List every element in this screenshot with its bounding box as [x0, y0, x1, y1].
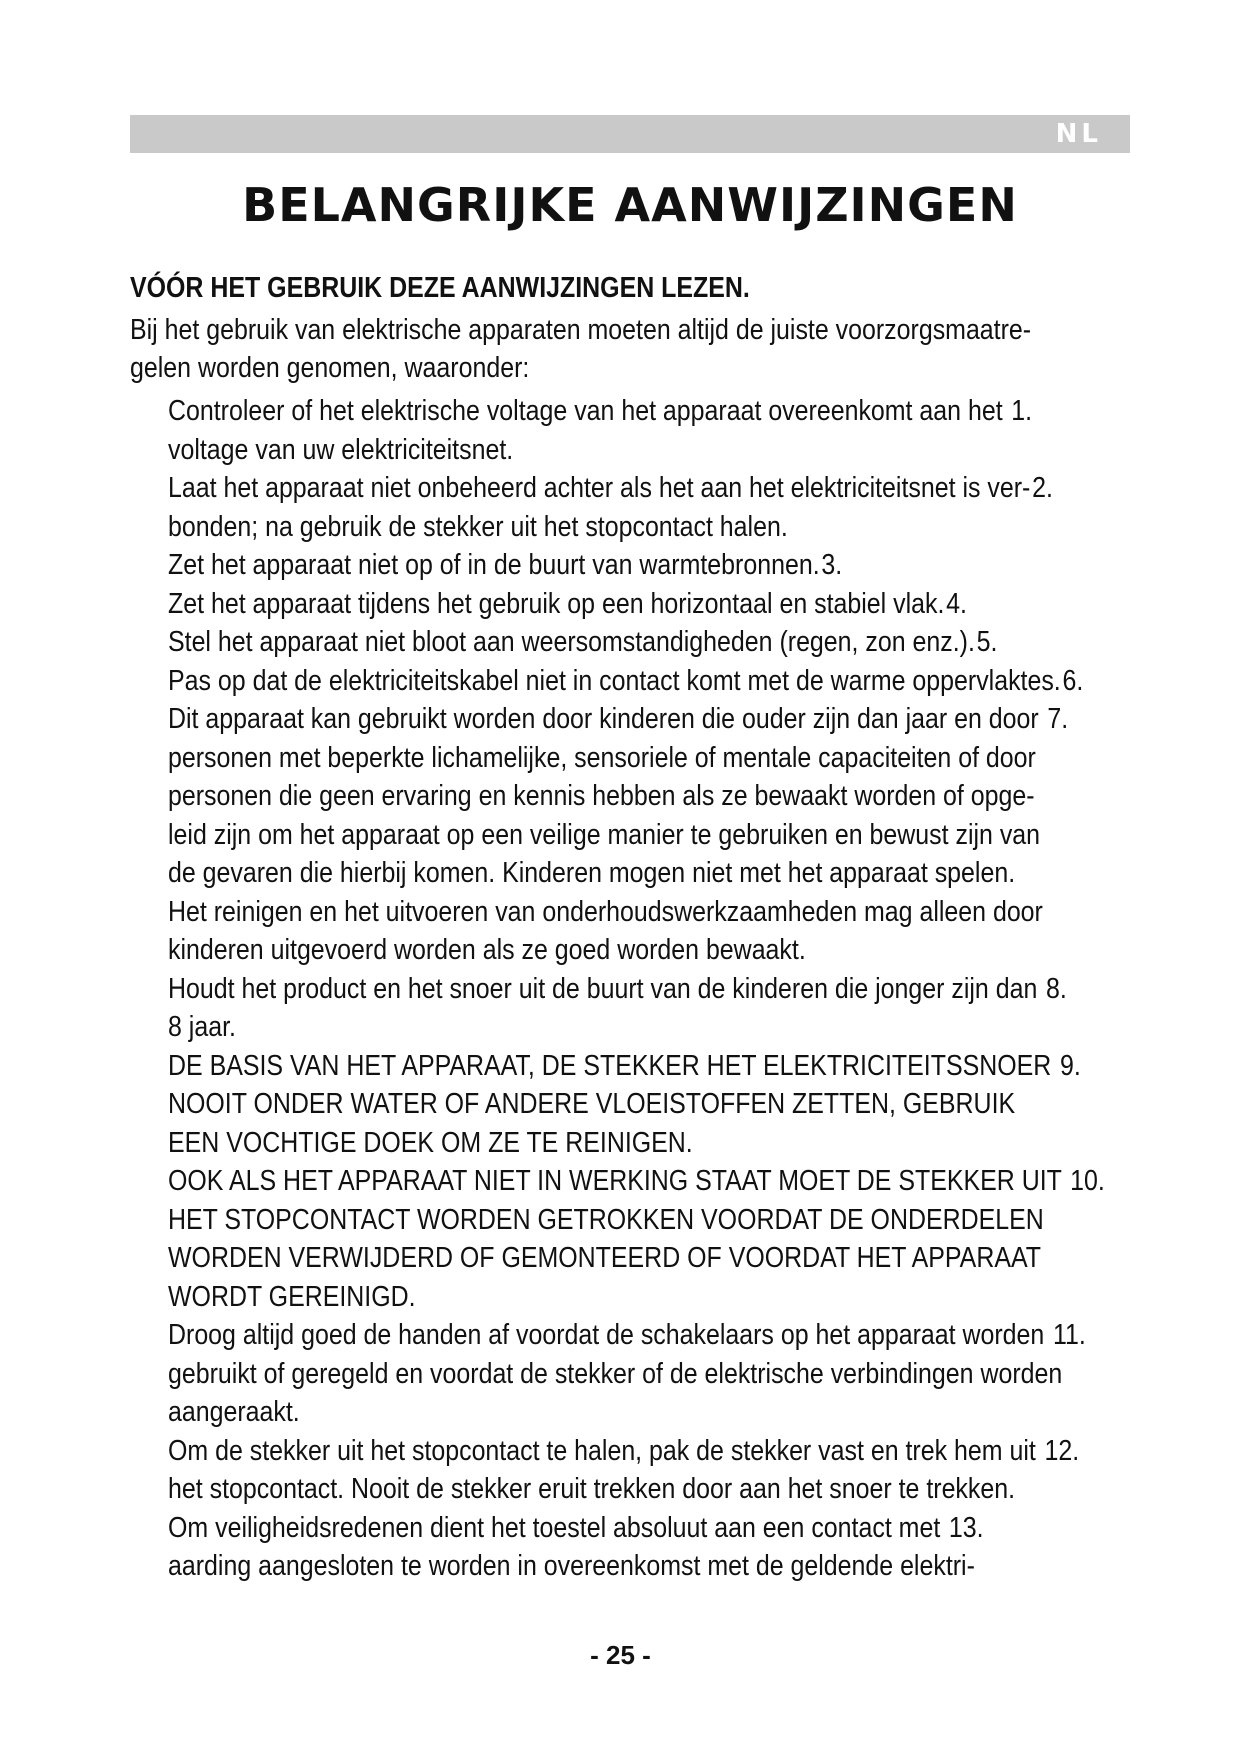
section-subtitle: VÓÓR HET GEBRUIK DEZE AANWIJZINGEN LEZEN. [130, 272, 750, 304]
instruction-item-2 [168, 469, 1157, 546]
item-text: Om veiligheidsredenen dient het toestel absoluut aan een contact met [168, 1511, 941, 1544]
item-number: 2. [1032, 472, 1053, 504]
item-text: Pas op dat de elektriciteitskabel niet in contact komt met de warme oppervlaktes. [168, 664, 1061, 697]
item-text: Om de stekker uit het stopcontact te halen, pak de stekker vast en trek hem uit [168, 1434, 1036, 1467]
item-text: leid zijn om het apparaat op een veilige manier te gebruiken en bewust zijn van [168, 818, 1041, 851]
item-number: 4. [946, 587, 967, 620]
item-text: 8 jaar. [168, 1011, 236, 1043]
item-text: bonden; na gebruik de stekker uit het stopcontact halen. [168, 510, 788, 543]
instruction-list [168, 392, 1157, 1586]
instruction-item-6 [168, 662, 1157, 701]
item-text: Controleer of het elektrische voltage van het apparaat overeenkomt aan het [168, 395, 1003, 427]
item-text: gebruikt of geregeld en voordat de stekker of de elektrische verbindingen worden [168, 1357, 1063, 1390]
item-text: voltage van uw elektriciteitsnet. [168, 433, 514, 466]
instruction-item-1 [168, 392, 1157, 469]
item-number: 10. [1070, 1165, 1105, 1197]
instruction-item-7 [168, 700, 1157, 970]
language-header-bar [130, 115, 1130, 153]
item-text: HET STOPCONTACT WORDEN GETROKKEN VOORDAT DE ONDERDELEN [168, 1203, 1044, 1236]
item-text: Houdt het product en het snoer uit de buurt van de kinderen die jonger zijn dan [168, 972, 1038, 1005]
item-text: NOOIT ONDER WATER OF ANDERE VLOEISTOFFEN ZETTEN, GEBRUIK [168, 1088, 1016, 1120]
item-text: Laat het apparaat niet onbeheerd achter als het aan het elektriciteitsnet is ver- [168, 472, 1031, 504]
item-text: aangeraakt. [168, 1396, 300, 1428]
item-text: personen die geen ervaring en kennis hebben als ze bewaakt worden of opge- [168, 780, 1035, 812]
intro-line: Bij het gebruik van elektrische apparaten moeten altijd de juiste voorzorgsmaatre- [130, 314, 1032, 346]
item-text: Droog altijd goed de handen af voordat de schakelaars op het apparaat worden [168, 1319, 1045, 1351]
instruction-item-11 [168, 1316, 1157, 1432]
item-text: de gevaren die hierbij komen. Kinderen mogen niet met het apparaat spelen. [168, 857, 1016, 889]
instruction-item-3 [168, 546, 1157, 585]
item-number: 5. [976, 626, 998, 658]
intro-line: gelen worden genomen, waaronder: [130, 352, 530, 384]
instruction-item-12 [168, 1432, 1157, 1509]
instruction-item-9 [168, 1047, 1157, 1163]
language-code: NL [1055, 119, 1102, 149]
item-number: 3. [821, 549, 843, 581]
item-text: Zet het apparaat tijdens het gebruik op een horizontaal en stabiel vlak. [168, 587, 945, 620]
item-number: 6. [1062, 664, 1084, 697]
item-number: 12. [1044, 1434, 1080, 1467]
page-number: - 25 - [590, 1640, 651, 1670]
instruction-item-5 [168, 623, 1157, 662]
item-text: Stel het apparaat niet bloot aan weersomstandigheden (regen, zon enz.). [168, 626, 975, 658]
item-number: 7. [1047, 703, 1069, 735]
page-title: BELANGRIJKE AANWIJZINGEN [242, 178, 1018, 232]
item-text: aarding aangesloten te worden in overeenkomst met de geldende elektri- [168, 1550, 975, 1582]
instruction-item-13 [168, 1509, 1157, 1586]
item-number: 8. [1045, 972, 1067, 1005]
intro-paragraph [130, 311, 1076, 387]
item-number: 11. [1052, 1319, 1086, 1351]
item-text: Zet het apparaat niet op of in de buurt van warmtebronnen. [168, 549, 820, 581]
instruction-item-10 [168, 1162, 1157, 1316]
instruction-item-4 [168, 585, 1157, 624]
item-text: DE BASIS VAN HET APPARAAT, DE STEKKER HET ELEKTRICITEITSSNOER [168, 1049, 1052, 1082]
item-text: het stopcontact. Nooit de stekker eruit trekken door aan het snoer te trekken. [168, 1473, 1016, 1505]
item-text: WORDT GEREINIGD. [168, 1280, 416, 1313]
item-text: EEN VOCHTIGE DOEK OM ZE TE REINIGEN. [168, 1126, 693, 1159]
item-number: 9. [1059, 1049, 1081, 1082]
item-text: kinderen uitgevoerd worden als ze goed worden bewaakt. [168, 934, 806, 966]
item-text: OOK ALS HET APPARAAT NIET IN WERKING STAAT MOET DE STEKKER UIT [168, 1165, 1062, 1197]
item-text: personen met beperkte lichamelijke, sensoriele of mentale capaciteiten of door [168, 741, 1036, 774]
instruction-item-8 [168, 970, 1157, 1047]
item-number: 1. [1011, 395, 1033, 427]
item-text: Dit apparaat kan gebruikt worden door kinderen die ouder zijn dan jaar en door [168, 703, 1039, 735]
item-number: 13. [948, 1511, 984, 1544]
item-text: WORDEN VERWIJDERD OF GEMONTEERD OF VOORDAT HET APPARAAT [168, 1242, 1041, 1274]
item-text: Het reinigen en het uitvoeren van onderhoudswerkzaamheden mag alleen door [168, 895, 1043, 928]
